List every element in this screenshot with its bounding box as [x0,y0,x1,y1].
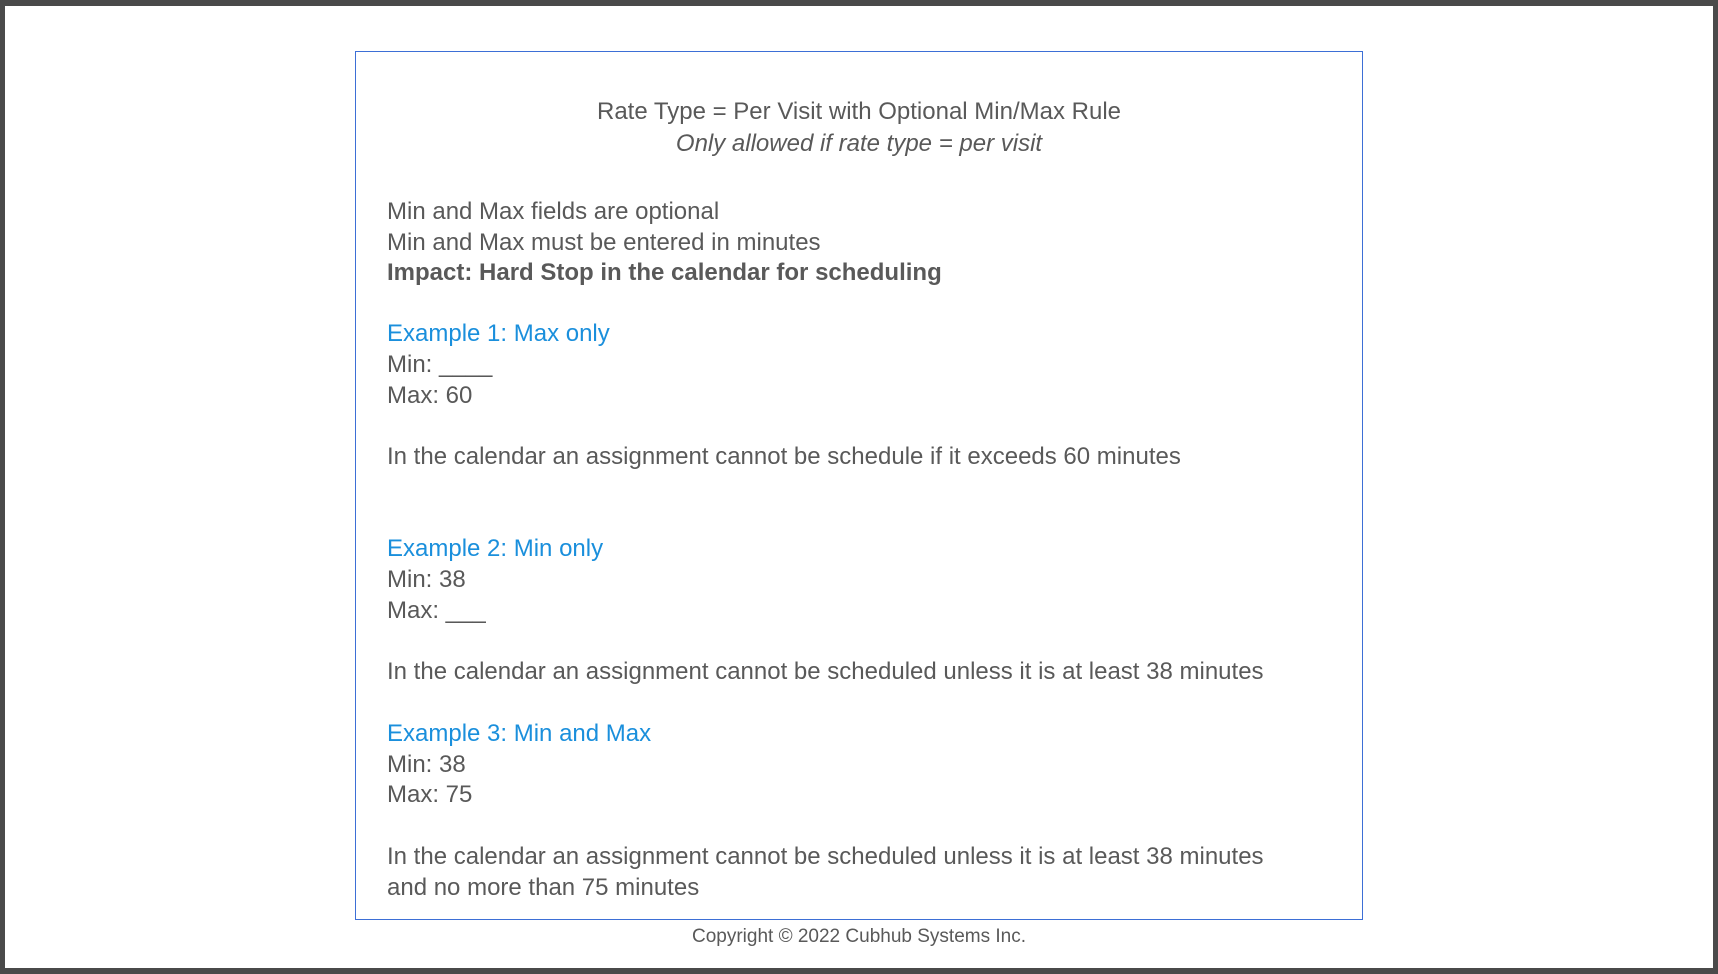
intro-line: Min and Max must be entered in minutes [387,229,821,256]
impact-statement: Impact: Hard Stop in the calendar for scheduling [387,259,942,286]
example-2-min: Min: 38 [387,566,466,593]
example-1-min: Min: ____ [387,351,493,378]
example-3-min: Min: 38 [387,751,466,778]
copyright-footer: Copyright © 2022 Cubhub Systems Inc. [691,926,1026,947]
example-1-result: In the calendar an assignment cannot be schedule if it exceeds 60 minutes [387,443,1181,470]
example-3-result-continued: and no more than 75 minutes [387,874,700,901]
document-title: Rate Type = Per Visit with Optional Min/Max Rule [596,98,1121,125]
content-box [355,51,1363,920]
example-1-max: Max: 60 [387,382,473,409]
intro-line: Min and Max fields are optional [387,198,720,225]
document-page [5,6,1713,968]
example-1-heading: Example 1: Max only [387,320,610,347]
document-subtitle: Only allowed if rate type = per visit [675,130,1043,157]
example-2-result: In the calendar an assignment cannot be scheduled unless it is at least 38 minutes [387,658,1264,685]
example-2-heading: Example 2: Min only [387,535,604,562]
example-3-result: In the calendar an assignment cannot be scheduled unless it is at least 38 minutes [387,843,1264,870]
example-2-max: Max: ___ [387,597,486,624]
example-3-heading: Example 3: Min and Max [387,720,652,747]
example-3-max: Max: 75 [387,781,473,808]
